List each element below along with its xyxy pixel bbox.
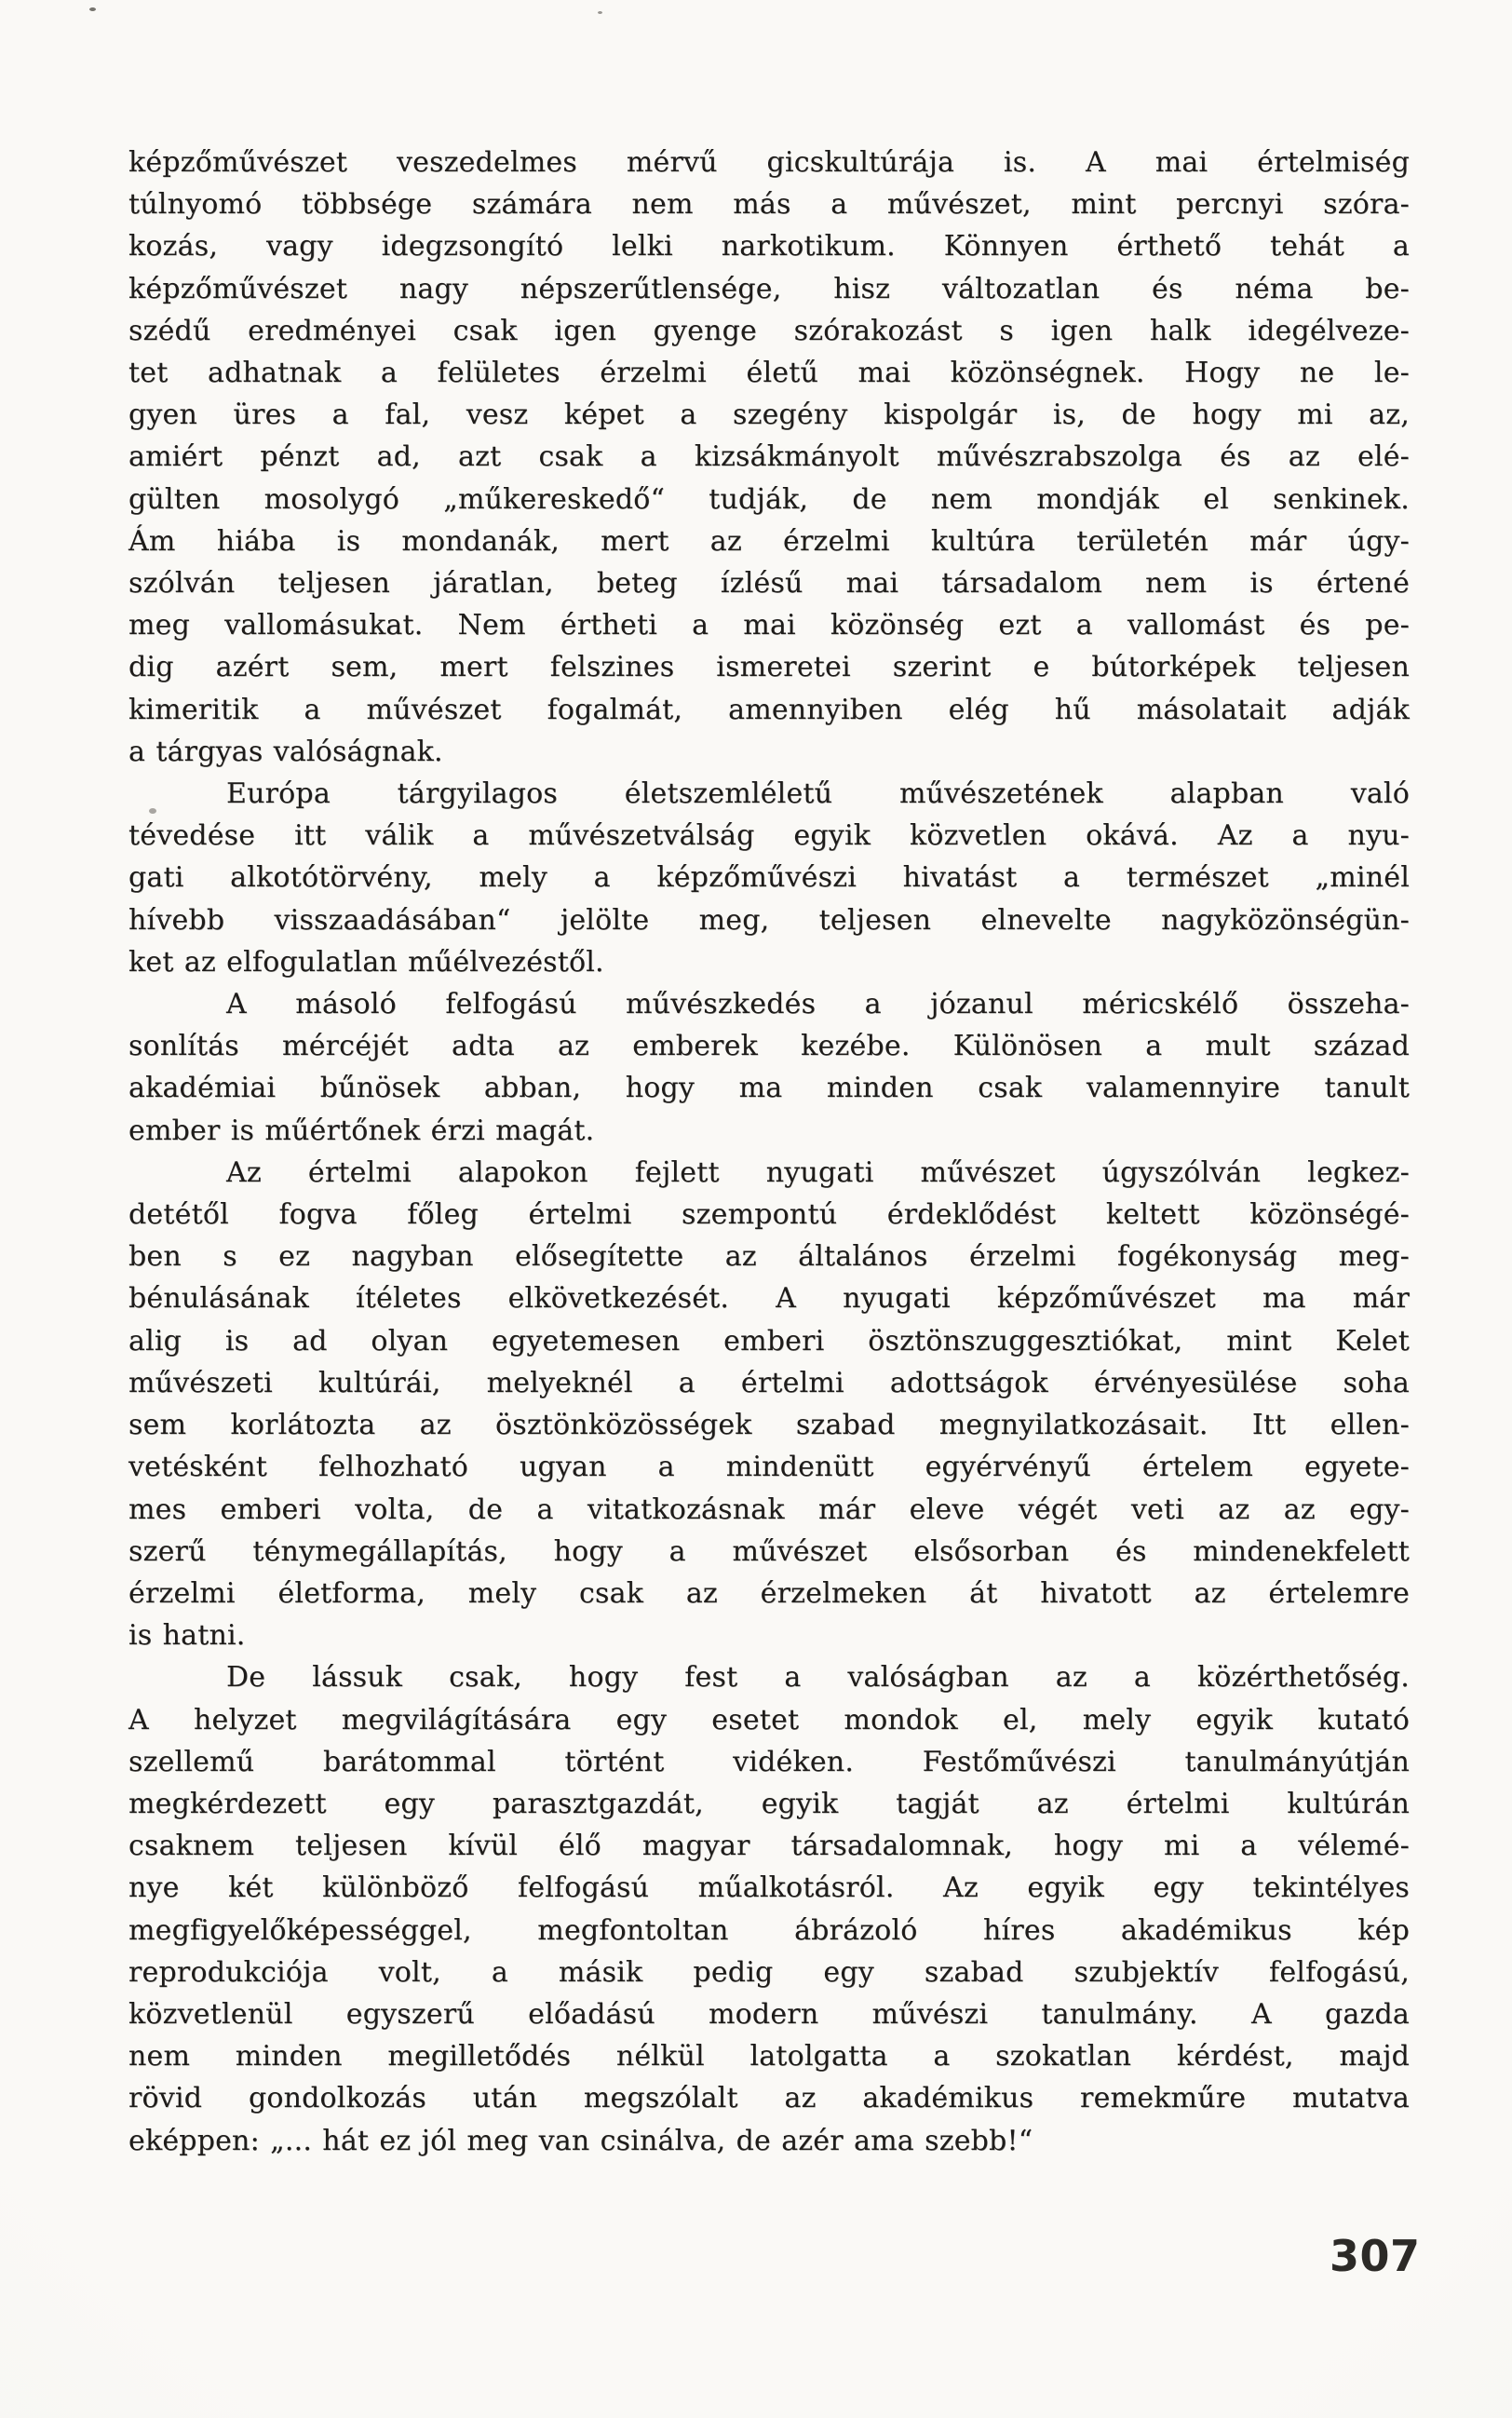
- text-line: detétől fogva főleg értelmi szempontú érdeklődést keltett közönségé-: [128, 1198, 1410, 1232]
- text-line: képzőművészet nagy népszerűtlensége, hisz változatlan és néma be-: [128, 272, 1410, 305]
- text-line: tet adhatnak a felületes érzelmi életű mai közönségnek. Hogy ne le-: [128, 357, 1410, 390]
- text-line: A másoló felfogású művészkedés a józanul méricskélő összeha-: [226, 988, 1410, 1021]
- text-line: Az értelmi alapokon fejlett nyugati művészet úgyszólván legkez-: [226, 1155, 1410, 1189]
- text-line: megkérdezett egy parasztgazdát, egyik tagját az értelmi kultúrán: [128, 1787, 1410, 1820]
- text-line: eképpen: „... hát ez jól meg van csinálva, de azér ama szebb!“: [128, 2124, 1033, 2157]
- text-line: csaknem teljesen kívül élő magyar társadalomnak, hogy mi a vélemé-: [128, 1830, 1410, 1863]
- text-line: tévedése itt válik a művészetválság egyik közvetlen okává. Az a nyu-: [128, 819, 1410, 853]
- text-line: közvetlenül egyszerű előadású modern művészi tanulmány. A gazda: [128, 1997, 1410, 2031]
- text-line: is hatni.: [128, 1619, 246, 1653]
- text-line: reprodukciója volt, a másik pedig egy szabad szubjektív felfogású,: [128, 1955, 1410, 1989]
- scan-speck: [89, 7, 96, 11]
- text-line: szellemű barátommal történt vidéken. Festőművészi tanulmányútján: [128, 1745, 1410, 1778]
- text-line: meg vallomásukat. Nem értheti a mai közönség ezt a vallomást és pe-: [128, 609, 1410, 642]
- text-line: sem korlátozta az ösztönközösségek szabad megnyilatkozásait. Itt ellen-: [128, 1409, 1410, 1442]
- text-line: ket az elfogulatlan műélvezéstől.: [128, 945, 604, 979]
- text-line: alig is ad olyan egyetemesen emberi ösztönszuggesztiókat, mint Kelet: [128, 1324, 1410, 1358]
- text-line: szédű eredményei csak igen gyenge szórakozást s igen halk idegélveze-: [128, 314, 1410, 347]
- text-line: szerű ténymegállapítás, hogy a művészet elsősorban és mindenekfelett: [128, 1534, 1410, 1568]
- text-line: kozás, vagy idegzsongító lelki narkotikum. Könnyen érthető tehát a: [128, 230, 1410, 263]
- text-block: [128, 142, 1410, 2162]
- text-line: vetésként felhozható ugyan a mindenütt egyérvényű értelem egyete-: [128, 1451, 1410, 1484]
- text-line: rövid gondolkozás után megszólalt az akadémikus remekműre mutatva: [128, 2082, 1410, 2115]
- text-line: nem minden megilletődés nélkül latolgatta a szokatlan kérdést, majd: [128, 2040, 1410, 2074]
- scan-speck: [598, 11, 602, 14]
- text-line: dig azért sem, mert felszines ismeretei szerint e bútorképek teljesen: [128, 651, 1410, 684]
- text-line: gülten mosolygó „műkereskedő“ tudják, de nem mondják el senkinek.: [128, 482, 1410, 516]
- text-line: nye két különböző felfogású műalkotásról. Az egyik egy tekintélyes: [128, 1871, 1410, 1905]
- text-line: érzelmi életforma, mely csak az érzelmeken át hivatott az értelemre: [128, 1576, 1410, 1610]
- text-line: művészeti kultúrái, melyeknél a értelmi adottságok érvényesülése soha: [128, 1366, 1410, 1399]
- text-line: képzőművészet veszedelmes mérvű gicskultúrája is. A mai értelmiség: [128, 146, 1410, 179]
- text-line: túlnyomó többsége számára nem más a művészet, mint percnyi szóra-: [128, 188, 1410, 222]
- text-line: De lássuk csak, hogy fest a valóságban az a közérthetőség.: [226, 1661, 1410, 1695]
- text-line: ben s ez nagyban elősegítette az általános érzelmi fogékonyság meg-: [128, 1240, 1410, 1274]
- text-line: a tárgyas valóságnak.: [128, 735, 443, 768]
- text-line: bénulásának ítéletes elkövetkezését. A nyugati képzőművészet ma már: [128, 1282, 1410, 1316]
- text-line: Ám hiába is mondanák, mert az érzelmi kultúra területén már úgy-: [128, 524, 1410, 558]
- page-number: 307: [1330, 2231, 1421, 2281]
- text-line: A helyzet megvilágítására egy esetet mondok el, mely egyik kutató: [128, 1703, 1410, 1736]
- text-line: gyen üres a fal, vesz képet a szegény kispolgár is, de hogy mi az,: [128, 398, 1410, 432]
- text-line: sonlítás mércéjét adta az emberek kezébe. Különösen a mult század: [128, 1030, 1410, 1063]
- text-line: megfigyelőképességgel, megfontoltan ábrázoló híres akadémikus kép: [128, 1913, 1410, 1947]
- text-line: mes emberi volta, de a vitatkozásnak már eleve végét veti az az egy-: [128, 1493, 1410, 1526]
- text-line: Európa tárgyilagos életszemléletű művészetének alapban való: [226, 777, 1410, 811]
- text-line: szólván teljesen járatlan, beteg ízlésű mai társadalom nem is értené: [128, 567, 1410, 601]
- text-line: kimeritik a művészet fogalmát, amennyiben elég hű másolatait adják: [128, 693, 1410, 726]
- text-line: amiért pénzt ad, azt csak a kizsákmányolt művészrabszolga és az elé-: [128, 440, 1410, 474]
- text-line: hívebb visszaadásában“ jelölte meg, teljesen elnevelte nagyközönségün-: [128, 903, 1410, 937]
- text-line: ember is műértőnek érzi magát.: [128, 1114, 595, 1147]
- text-line: gati alkotótörvény, mely a képzőművészi hivatást a természet „minél: [128, 861, 1410, 895]
- text-line: akadémiai bűnösek abban, hogy ma minden csak valamennyire tanult: [128, 1072, 1410, 1105]
